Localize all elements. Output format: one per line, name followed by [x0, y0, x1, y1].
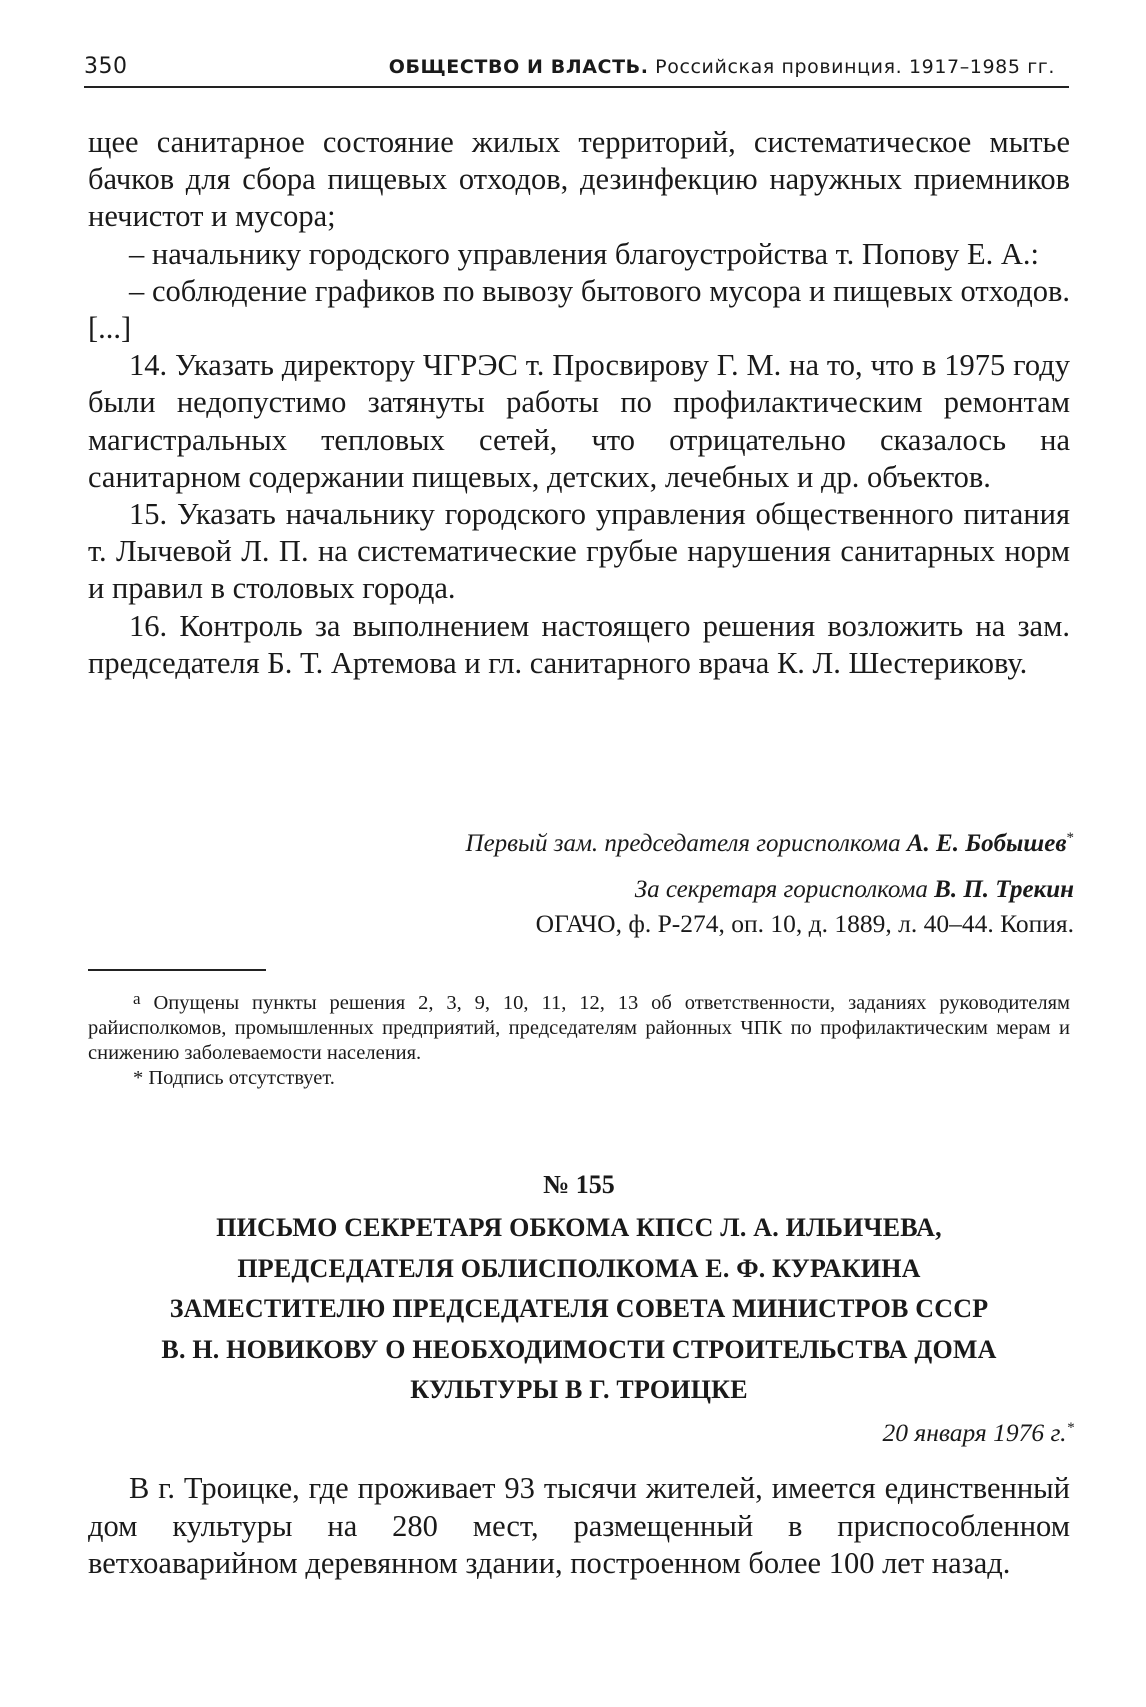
archive-reference: ОГАЧО, ф. Р-274, оп. 10, д. 1889, л. 40–44. Копия. — [535, 909, 1074, 938]
body-text — [88, 124, 1070, 682]
footnote-mark: * — [1066, 1420, 1074, 1436]
document-title-line: ЗАМЕСТИТЕЛЮ ПРЕДСЕДАТЕЛЯ СОВЕТА МИНИСТРОВ СССР — [169, 1294, 989, 1323]
letter-text — [88, 1470, 1070, 1583]
signature-role: За секретаря горисполкома — [634, 876, 928, 903]
running-header — [84, 50, 1069, 88]
footnotes — [88, 986, 1070, 1091]
signature-name: А. Е. Бобышев — [906, 830, 1067, 857]
document-title-line: ПРЕДСЕДАТЕЛЯ ОБЛИСПОЛКОМА Е. Ф. КУРАКИНА — [237, 1253, 921, 1283]
footnote-a — [88, 986, 1070, 1066]
paragraph-instruction-popov: – начальнику городского управления благоустройства т. Попову Е. А.: — [129, 236, 1039, 271]
running-title-rest: Российская провинция. 1917–1985 гг. — [655, 56, 1055, 78]
paragraph-continuation: щее санитарное состояние жилых территорий, систематическое мытье бачков для сбора пищевых отходов, дезинфекцию наружных приемников нечистот и мусора; — [88, 125, 1070, 234]
document-title-line: В. Н. НОВИКОВУ О НЕОБХОДИМОСТИ СТРОИТЕЛЬСТВА ДОМА — [161, 1334, 997, 1364]
document-title-line: КУЛЬТУРЫ В Г. ТРОИЦКЕ — [410, 1375, 748, 1404]
footnote-divider — [88, 969, 266, 971]
running-title — [389, 50, 1055, 84]
letter-paragraph: В г. Троицке, где проживает 93 тысячи жителей, имеется единственный дом культуры на 280 мест, размещенный в приспособленном ветхоаварийном деревянном здании, построенном более 100 лет назад. — [88, 1471, 1070, 1580]
document-title — [88, 1208, 1070, 1411]
document-date — [882, 1415, 1074, 1451]
paragraph-item-14: 14. Указать директору ЧГРЭС т. Просвирову Г. М. на то, что в 1975 году были недопустимо затянуты работы по профилактическим ремонтам магистральных тепловых сетей, что отрицательно сказалось на санитарном содержании пищевых, детских, лечебных и др. объектов. — [88, 348, 1070, 494]
document-number: № 155 — [543, 1170, 615, 1199]
document-title-line: ПИСЬМО СЕКРЕТАРЯ ОБКОМА КПСС Л. А. ИЛЬИЧЕВА, — [216, 1213, 942, 1242]
footnote-a-text: Опущены пункты решения 2, 3, 9, 10, 11, 12, 13 об ответственности, заданиях руководителям райисполкомов, промышленных предприятий, председателям районных ЧПК по профилактическим мерам и снижению заболеваемости населения. — [88, 992, 1071, 1064]
paragraph-garbage-schedule: – соблюдение графиков по вывозу бытового мусора и пищевых отходов. [...] — [88, 273, 1070, 346]
signature-name: В. П. Трекин — [934, 876, 1074, 903]
document-date-text: 20 января 1976 г. — [882, 1418, 1067, 1447]
paragraph-item-16: 16. Контроль за выполнением настоящего решения возложить на зам. председателя Б. Т. Артемова и гл. санитарного врача К. Л. Шестерикову. — [88, 608, 1070, 680]
footnote-star: * Подпись отсутствует. — [133, 1067, 335, 1089]
running-title-caps: ОБЩЕСТВО И ВЛАСТЬ. — [388, 56, 649, 78]
signature-block — [174, 821, 1074, 913]
paragraph-item-15: 15. Указать начальнику городского управления общественного питания т. Лычевой Л. П. на систематические грубые нарушения санитарных норм и правил в столовых города. — [88, 497, 1070, 606]
footnote-mark: * — [1066, 830, 1074, 846]
signature-role: Первый зам. председателя горисполкома — [465, 830, 901, 857]
page-number: 350 — [84, 54, 128, 79]
signature-first-deputy — [174, 821, 1074, 867]
footnote-a-mark: а — [133, 989, 141, 1008]
